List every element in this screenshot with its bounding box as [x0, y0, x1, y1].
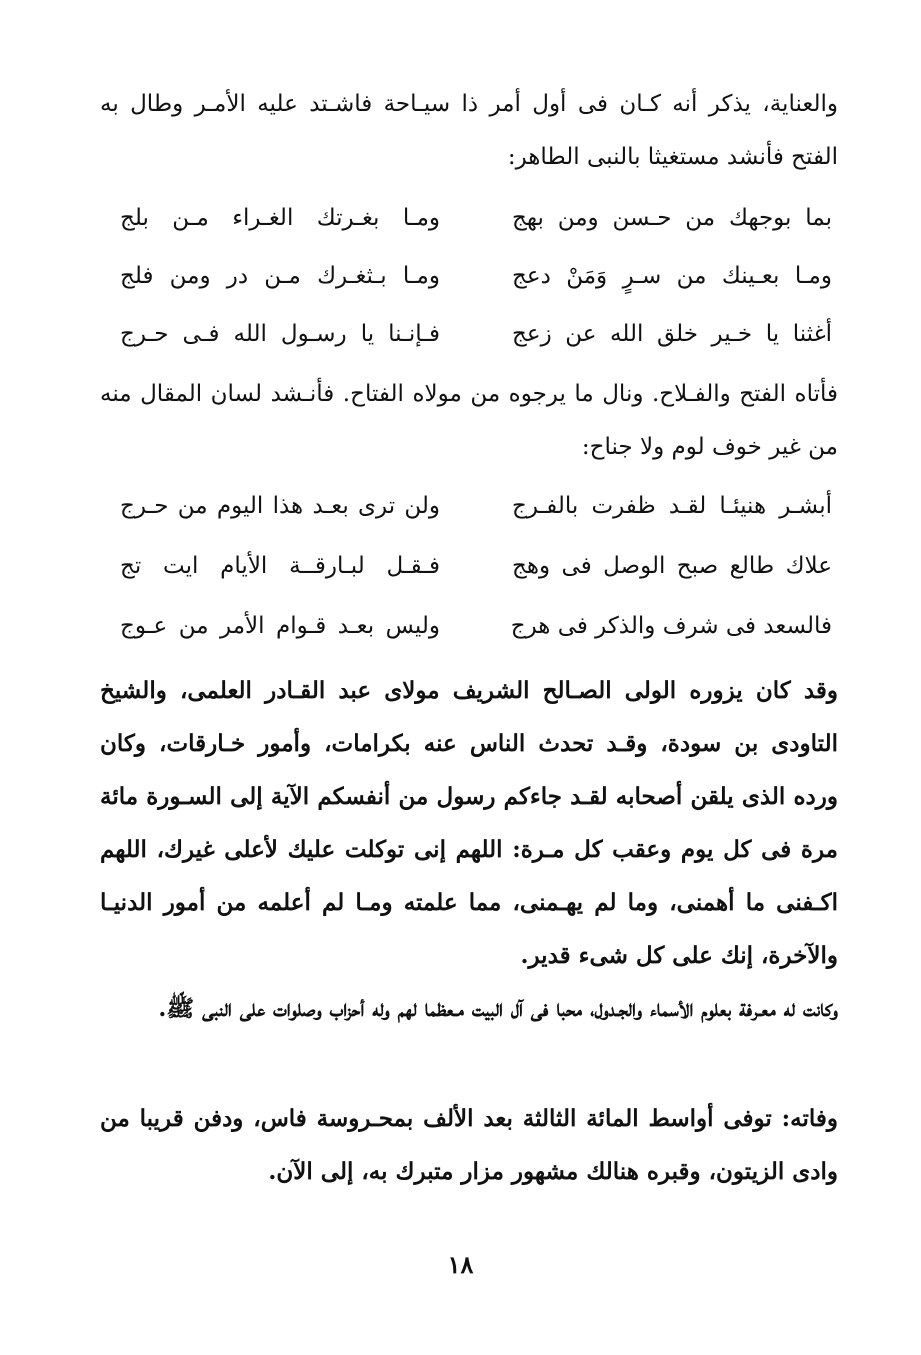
paragraph-intro: والعناية، يذكر أنه كـان فى أول أمر ذا سيـاحة فاشـتد عليه الأمـر وطال به الفتح فأنشد مستغيثا بالنبى الطاهر: [100, 91, 838, 170]
poem2-verse-1 [120, 476, 832, 536]
hemistich-right: أغثنا يا خـير خلق الله عن زعج [512, 321, 832, 347]
paragraph-death: وفاته: توفى أواسط المائة الثالثة بعد الألف بمحـروسة فاس، ودفن قريبا من وادى الزيتون، وقبره هنالك مشهور مزار متبرك به، إلى الآن. [100, 1105, 838, 1185]
hemistich-left: وليس بعـد قـوام الأمر من عـوج [120, 613, 440, 639]
poem1-verse-3 [120, 304, 832, 364]
hemistich-left: فـإنـنا يا رسـول الله فـى حـرج [120, 321, 440, 347]
poem1-verse-2 [120, 246, 832, 306]
poem2-verse-3 [120, 596, 832, 656]
hemistich-left: ولن ترى بعـد هذا اليوم من حـرج [120, 493, 440, 519]
poem2-verse-2 [120, 536, 832, 596]
hemistich-right: ومـا بعـينك من سـرٍ وَمَنْ دعج [512, 263, 832, 289]
poem1-verse-1 [120, 188, 832, 248]
hemistich-right: أبشـر هنيئـا لقـد ظفرت بالفـرج [512, 493, 832, 519]
page-number: ١٨ [447, 1250, 474, 1279]
hemistich-right: بما بوجهك من حـسن ومن بهج [512, 205, 832, 231]
paragraph-victory: فأتاه الفتح والفـلاح. ونال ما يرجوه من مولاه الفتاح. فأنـشد لسان المقال منه من غير خوف لوم ولا جناح: [100, 381, 838, 460]
hemistich-left: ومـا بـثغـرك مـن در ومن فلج [120, 263, 440, 289]
hemistich-left: فـقـل لبـارقــة الأيام ايت تج [120, 553, 440, 579]
paragraph-karamat: وقد كان يزوره الولى الصـالح الشريف مولاى عبد القـادر العلمى، والشيخ التاودى بن سودة، وقـد تحدث الناس عنه بكرامات، وأمور خـارقات، وكان ورده الذى يلقن أصحابه لقـد جاءكم رسول من أنفسكم الآية إلى السـورة مائة مرة فى كل يوم وعقب كل مـرة: اللهم إنى توكلت عليك لأعلى غيرك، اللهم اكـفنى ما أهمنى، وما لم يهـمنى، مما علمته ومـا لم أعلمه من أمور الدنيـا والآخرة، إنك على كل شىء قدير. [100, 677, 838, 969]
hemistich-right: فالسعد فى شرف والذكر فى هرج [510, 613, 832, 639]
paragraph-knowledge: وكانت له معـرفة بعلوم الأسماء والجـدول، محبا فى آل البيت مـعظما لهم وله أحزاب وصلوات على النبى ﷺ. [158, 995, 838, 1022]
hemistich-left: ومـا بغـرتك الغـراء مـن بلج [120, 205, 440, 231]
hemistich-right: علاك طالع صبح الوصل فى وهج [512, 553, 832, 579]
